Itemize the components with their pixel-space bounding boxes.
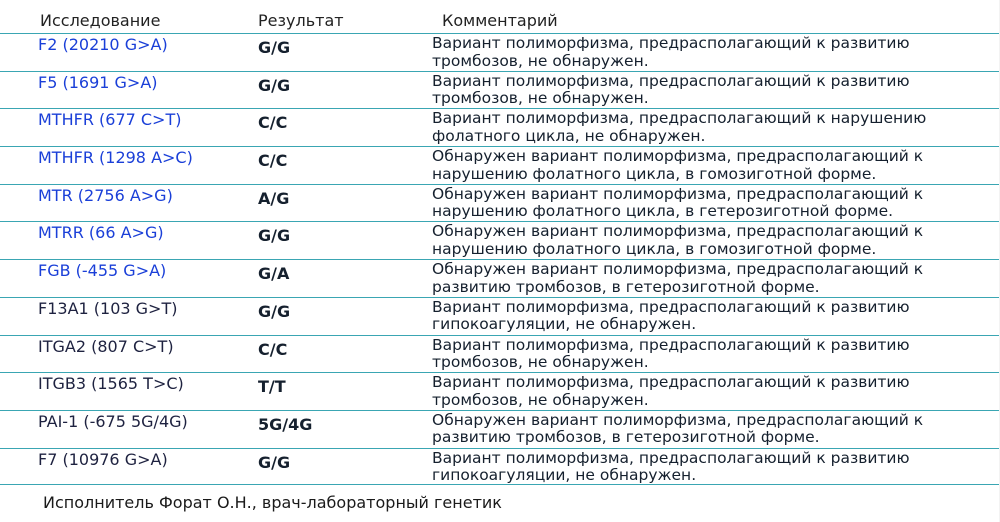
test-name: MTHFR (1298 A>C)	[38, 148, 193, 168]
table-row	[0, 71, 1000, 109]
table-row	[0, 297, 1000, 335]
test-comment: Вариант полиморфизма, предрасполагающий к развитию тромбозов, не обнаружен.	[432, 71, 910, 108]
table-row	[0, 184, 1000, 222]
table-row	[0, 221, 1000, 259]
table-row	[0, 335, 1000, 373]
test-result: G/G	[258, 38, 291, 57]
test-comment: Вариант полиморфизма, предрасполагающий к развитию тромбозов, не обнаружен.	[432, 34, 910, 70]
test-result: A/G	[258, 188, 290, 208]
test-result: G/G	[258, 301, 291, 321]
test-name: MTRR (66 A>G)	[38, 223, 164, 243]
test-name: MTR (2756 A>G)	[38, 185, 173, 205]
test-comment: Обнаружен вариант полиморфизма, предрасполагающий к нарушению фолатного цикла, в гомозиготной форме.	[432, 147, 924, 183]
test-result: G/G	[258, 226, 291, 246]
test-name: F13A1 (103 G>T)	[38, 298, 178, 318]
test-comment: Вариант полиморфизма, предрасполагающий к нарушению фолатного цикла, не обнаружен.	[432, 109, 927, 145]
test-result: G/G	[258, 452, 291, 472]
test-comment: Обнаружен вариант полиморфизма, предрасполагающий к нарушению фолатного цикла, в гетерозиготной форме.	[432, 184, 924, 221]
test-result: C/C	[258, 339, 288, 359]
test-name: ITGB3 (1565 T>C)	[38, 374, 184, 394]
test-result: 5G/4G	[258, 414, 313, 434]
test-comment: Обнаружен вариант полиморфизма, предрасполагающий к развитию тромбозов, в гетерозиготной форме.	[432, 260, 924, 296]
test-comment: Вариант полиморфизма, предрасполагающий к развитию тромбозов, не обнаружен.	[432, 335, 910, 371]
test-comment: Вариант полиморфизма, предрасполагающий к развитию тромбозов, не обнаружен.	[432, 373, 910, 409]
test-result: G/G	[258, 75, 291, 95]
test-result: C/C	[258, 113, 288, 133]
test-comment: Вариант полиморфизма, предрасполагающий к развитию гипокоагуляции, не обнаружен.	[432, 448, 910, 485]
test-result: T/T	[258, 377, 286, 397]
header-comment: Комментарий	[442, 11, 558, 30]
performer-signature-line: Исполнитель Форат О.Н., врач-лабораторный генетик	[43, 493, 502, 512]
table-row	[0, 259, 1000, 297]
test-name: F2 (20210 G>A)	[38, 35, 168, 54]
test-name: ITGA2 (807 C>T)	[38, 336, 174, 356]
header-result: Результат	[258, 11, 344, 30]
test-result: G/A	[258, 264, 290, 284]
results-table	[0, 33, 1000, 485]
test-name: F7 (10976 G>A)	[38, 449, 168, 469]
test-name: FGB (-455 G>A)	[38, 261, 167, 281]
test-name: F5 (1691 G>A)	[38, 72, 158, 92]
test-comment: Обнаружен вариант полиморфизма, предрасполагающий к нарушению фолатного цикла, в гомозиготной форме.	[432, 222, 924, 258]
test-name: MTHFR (677 C>T)	[38, 110, 182, 130]
table-row	[0, 108, 1000, 146]
test-name: PAI-1 (-675 5G/4G)	[38, 411, 188, 431]
test-comment: Обнаружен вариант полиморфизма, предрасполагающий к развитию тромбозов, в гетерозиготной форме.	[432, 410, 924, 447]
table-header	[0, 0, 1000, 33]
table-row	[0, 33, 1000, 71]
test-result: C/C	[258, 151, 288, 171]
test-comment: Вариант полиморфизма, предрасполагающий к развитию гипокоагуляции, не обнаружен.	[432, 297, 910, 334]
table-row	[0, 448, 1000, 486]
table-row	[0, 410, 1000, 448]
table-row	[0, 146, 1000, 184]
header-test: Исследование	[40, 11, 161, 30]
table-row	[0, 372, 1000, 410]
